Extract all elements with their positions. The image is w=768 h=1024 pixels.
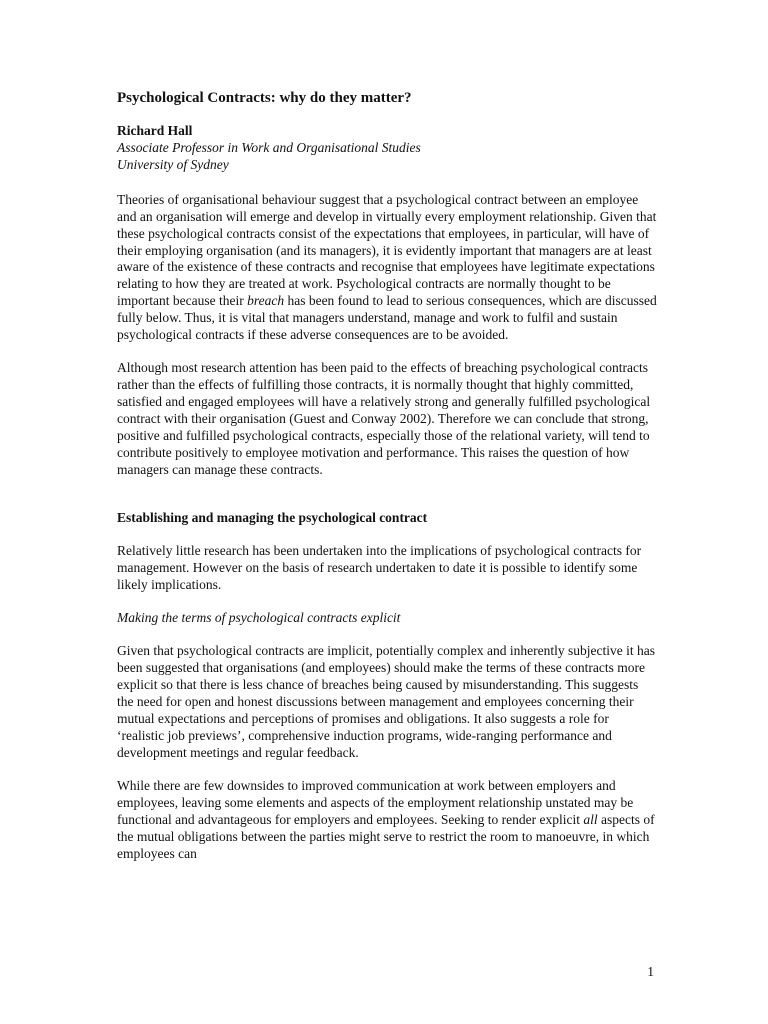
author-name: Richard Hall	[117, 123, 193, 138]
paragraph-implications: Relatively little research has been undertaken into the implications of psychological contracts for management. However on the basis of research undertaken to date it is possible to identify some likely implications.	[117, 542, 642, 592]
paragraph-text: aspects of the mutual obligations between the parties might serve to restrict the room to manoeuvre, in which employees can	[117, 812, 655, 861]
emphasis-text: breach	[247, 293, 285, 309]
page-number: 1	[647, 964, 654, 979]
document-body	[117, 88, 657, 879]
paragraph-communication	[117, 778, 657, 863]
author-role: Associate Professor in Work and Organisational Studies	[117, 140, 421, 155]
paragraph-text: While there are few downsides to improved communication at work between employers and employees, leaving some elements and aspects of the employment relationship unstated may be functional and advantageous for employers and employees. Seeking to render explicit	[117, 778, 634, 828]
subsection-heading: Making the terms of psychological contracts explicit	[117, 610, 401, 626]
paragraph-research: Although most research attention has been paid to the effects of breaching psychological contracts rather than the effects of fulfilling those contracts, it is normally thought that highly committed, satisfied and engaged employees will have a relatively strong and generally fulfilled psychological contract with their organisation (Guest and Conway 2002). Therefore we can conclude that strong, positive and fulfilled psychological contracts, especially those of the relational variety, will tend to contribute positively to employee motivation and performance. This raises the question of how managers can manage these contracts.	[117, 360, 651, 477]
paragraph-text: has been found to lead to serious consequences, which are discussed fully below. Thus, it is vital that managers understand, manage and work to fulfil and sustain psychological contracts if these adverse consequences are to be avoided.	[117, 293, 657, 343]
page-title: Psychological Contracts: why do they matter?	[117, 90, 412, 106]
author-block	[117, 122, 657, 174]
emphasis-text: all	[583, 812, 598, 828]
paragraph-explicit-terms: Given that psychological contracts are implicit, potentially complex and inherently subjective it has been suggested that organisations (and employees) should make the terms of these contracts more explicit so that there is less chance of breaches being caused by misunderstanding. This suggests the need for open and honest discussions between management and employees concerning their mutual expectations and perceptions of promises and obligations. It also suggests a role for ‘realistic job previews’, comprehensive induction programs, wide-ranging performance and development meetings and regular feedback.	[117, 643, 655, 760]
paragraph-intro	[117, 192, 657, 344]
section-heading: Establishing and managing the psychological contract	[117, 509, 428, 525]
author-affiliation: University of Sydney	[117, 156, 229, 172]
paragraph-text: Theories of organisational behaviour suggest that a psychological contract between an employee and an organisation will emerge and develop in virtually every employment relationship. Given that these psychological contracts consist of the expectations that employees, in particular, will have of their employing organisation (and its managers), it is evidently important that managers are at least aware of the existence of these contracts and recognise that employees have legitimate expectations relating to how they are treated at work. Psychological contracts are normally thought to be important because their	[117, 191, 657, 309]
